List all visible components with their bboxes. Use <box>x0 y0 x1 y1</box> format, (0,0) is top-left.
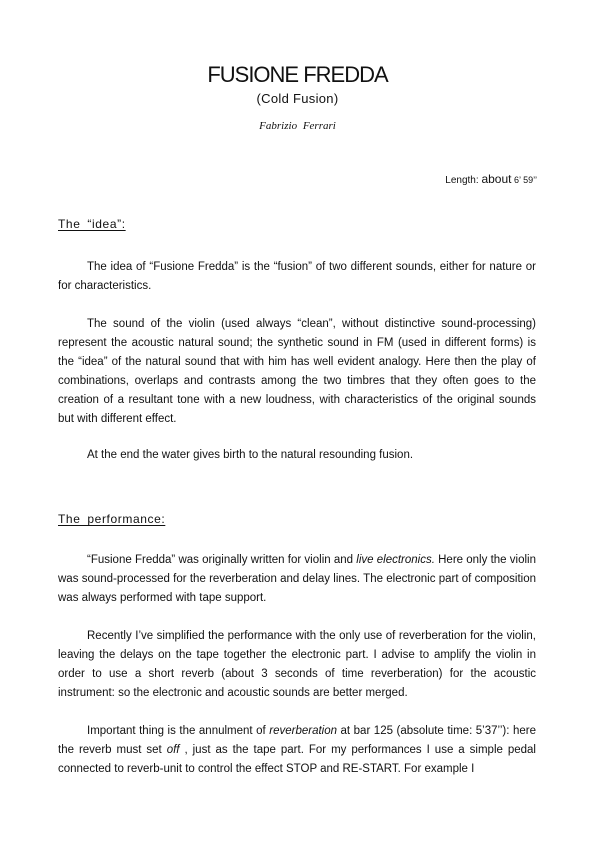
author-name: Fabrizio Ferrari <box>259 120 336 132</box>
performance-paragraph-3 <box>58 722 536 779</box>
performance-p1-text-a: “Fusione Fredda” was originally written for violin and <box>87 554 357 566</box>
idea-paragraph-3: At the end the water gives birth to the natural resounding fusion. <box>87 449 414 461</box>
document-subtitle: (Cold Fusion) <box>256 91 339 106</box>
performance-p3-emphasis-reverberation: reverberation <box>269 725 338 737</box>
performance-p3-text-a: Important thing is the annulment of <box>87 725 270 737</box>
performance-p3-text-b: at bar 125 (absolute time: 5’37’’): here the reverb must set <box>58 725 536 756</box>
performance-p1-text-b: Here only the violin was sound-processed for the reverberation and delay lines. The electronic part of composition was always performed with tape support. <box>58 554 536 604</box>
length-time: 6’ 59’’ <box>511 175 537 185</box>
performance-p3-text-c: , just as the tape part. For my performances I use a simple pedal connected to reverb-unit to control the effect STOP and RE-START. For example I <box>58 744 536 775</box>
section-heading-performance: The performance: <box>58 512 166 526</box>
idea-paragraph-1: The idea of “Fusione Fredda” is the “fusion” of two different sounds, either for nature or for characteristics. <box>58 261 536 292</box>
length-label: Length: <box>445 175 482 186</box>
performance-p3-emphasis-off: off <box>166 744 180 756</box>
document-title: FUSIONE FREDDA <box>207 62 388 87</box>
length-info <box>445 172 537 186</box>
performance-p1-emphasis: live electronics. <box>356 554 435 566</box>
performance-paragraph-1 <box>58 551 536 608</box>
performance-paragraph-2: Recently I’ve simplified the performance with the only use of reverberation for the violin, leaving the delays on the tape together the electronic part. I advise to amplify the violin in order to use a short reverb (about 3 seconds of time reverberation) for the acoustic instrument: so the electronic and acoustic sounds are better merged. <box>58 630 536 699</box>
idea-paragraph-2: The sound of the violin (used always “clean”, without distinctive sound-processing) represent the acoustic natural sound; the synthetic sound in FM (used in different forms) is the “idea” of the natural sound that with him has well evident analogy. Here then the play of combinations, overlaps and contrasts among the two timbres that they often goes to the creation of a resultant tone with a new loudness, with characteristics of the original sounds but with different effect. <box>58 318 536 425</box>
length-about: about <box>481 172 512 186</box>
section-heading-idea: The “idea”: <box>58 217 126 231</box>
